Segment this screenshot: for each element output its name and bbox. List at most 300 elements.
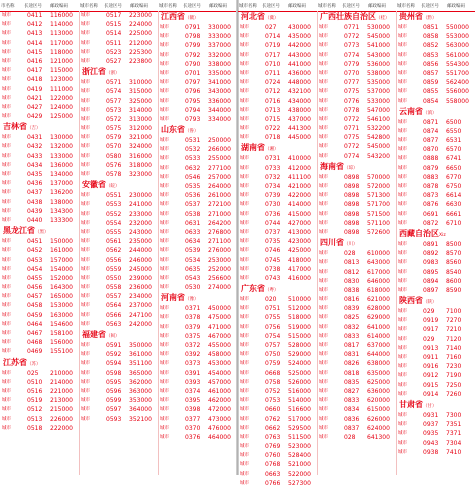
area-code: 0598 — [106, 369, 122, 377]
area-code: 0561 — [106, 238, 122, 246]
city-name: 城市 — [160, 25, 169, 30]
postal-code: 637000 — [367, 342, 390, 349]
table-row — [158, 350, 237, 359]
table-row — [238, 191, 317, 200]
province-heading — [396, 295, 475, 307]
table-row — [158, 304, 237, 313]
city-name: 城市 — [160, 361, 169, 367]
area-code: 0599 — [106, 397, 122, 405]
city-name: 城市 — [81, 31, 90, 37]
postal-code: 225300 — [129, 48, 152, 56]
table-row — [238, 424, 317, 433]
postal-code: 7100 — [446, 308, 462, 316]
table-row — [0, 216, 79, 225]
city-name: 城市 — [398, 70, 407, 76]
city-name: 城市 — [2, 294, 11, 300]
table-row — [396, 316, 475, 325]
postal-code: 453000 — [208, 360, 231, 368]
postal-code: 7160 — [446, 354, 462, 361]
postal-code: 413000 — [288, 228, 311, 236]
postal-code: 412000 — [288, 164, 311, 172]
table-row — [0, 207, 79, 216]
table-row — [317, 295, 396, 304]
table-row — [0, 188, 79, 197]
postal-code: 133300 — [50, 216, 73, 224]
table-row — [158, 191, 237, 200]
city-name: 城市 — [2, 275, 11, 281]
table-row — [79, 341, 158, 350]
area-code: 0898 — [344, 219, 360, 227]
province-heading — [79, 66, 158, 78]
postal-code: 450000 — [208, 305, 231, 313]
city-name: 城市 — [240, 229, 249, 235]
table-row — [238, 265, 317, 274]
table-row — [317, 191, 396, 200]
city-name: 城市 — [319, 315, 328, 321]
postal-code: 136200 — [50, 189, 73, 197]
header-label: 长途区号 — [24, 4, 42, 9]
table-row — [158, 23, 237, 32]
postal-code: 423000 — [288, 238, 311, 246]
postal-code: 244000 — [129, 247, 152, 255]
city-name: 城市 — [240, 352, 249, 358]
area-code: 0827 — [344, 387, 360, 395]
area-code: 0888 — [423, 155, 439, 163]
city-name: 城市 — [81, 211, 90, 217]
postal-code: 8600 — [446, 277, 462, 285]
area-code: 0663 — [265, 470, 281, 478]
city-name: 城市 — [81, 220, 90, 226]
city-name: 城市 — [398, 449, 407, 455]
table-row — [79, 237, 158, 246]
table-row — [158, 396, 237, 405]
postal-code: 561000 — [446, 51, 469, 59]
postal-code: 113000 — [50, 30, 73, 38]
postal-code: 6710 — [446, 219, 462, 227]
postal-code: 535000 — [367, 79, 390, 87]
city-name: 城市 — [319, 220, 328, 226]
city-name: 城市 — [319, 398, 328, 404]
area-code: 0536 — [185, 192, 201, 200]
city-name: 城市 — [2, 321, 11, 327]
postal-code: 6650 — [446, 164, 462, 172]
city-name: 城市 — [2, 370, 11, 376]
province-name: 安徽省 — [82, 180, 106, 190]
province-heading — [317, 11, 396, 23]
postal-code: 6531 — [446, 137, 462, 145]
table-row — [238, 378, 317, 387]
table-row — [396, 325, 475, 334]
area-code: 0898 — [344, 201, 360, 209]
city-name: 城市 — [240, 220, 249, 226]
table-row — [317, 87, 396, 96]
table-row — [238, 350, 317, 359]
table-row — [79, 396, 158, 405]
postal-code: 243000 — [129, 228, 152, 236]
postal-code: 533000 — [367, 97, 390, 105]
postal-code: 161000 — [50, 247, 73, 255]
area-code: 0519 — [27, 397, 43, 405]
postal-code: 615000 — [367, 406, 390, 414]
area-code: 0892 — [423, 250, 439, 258]
province-name: 西藏自治区 — [399, 228, 439, 238]
postal-code: 237000 — [129, 302, 152, 310]
province-heading — [317, 237, 396, 249]
area-code: 0898 — [344, 192, 360, 200]
province-name: 湖南省 — [241, 143, 265, 153]
area-code: 0374 — [185, 387, 201, 395]
postal-code: 213000 — [50, 397, 73, 405]
postal-code: 236000 — [129, 284, 152, 292]
province-name: 贵州省 — [399, 12, 423, 21]
postal-code: 6630 — [446, 201, 462, 209]
table-row — [158, 41, 237, 50]
postal-code: 435000 — [288, 33, 311, 41]
postal-code: 414000 — [288, 201, 311, 209]
city-name: 城市 — [160, 193, 169, 199]
postal-code: 553000 — [446, 33, 469, 41]
table-row — [238, 313, 317, 322]
postal-code: 222000 — [50, 424, 73, 432]
table-row — [79, 48, 158, 57]
area-code: 0668 — [265, 369, 281, 377]
postal-code: 543000 — [367, 51, 390, 59]
postal-code: 312000 — [129, 125, 152, 133]
area-code: 028 — [344, 433, 356, 441]
area-code: 0438 — [27, 198, 43, 206]
city-name: 城市 — [319, 278, 328, 284]
city-name: 城市 — [160, 352, 169, 358]
table-row — [317, 378, 396, 387]
postal-code: 224000 — [129, 21, 152, 29]
table-row — [238, 323, 317, 332]
postal-code: 247100 — [129, 311, 152, 319]
table-row — [0, 103, 79, 112]
right-column-2 — [317, 11, 396, 475]
postal-code: 455000 — [208, 342, 231, 349]
city-name: 城市 — [81, 144, 90, 150]
table-row — [79, 106, 158, 115]
city-name: 城市 — [160, 61, 169, 67]
city-name: 城市 — [240, 416, 249, 422]
city-name: 城市 — [240, 480, 249, 486]
table-row — [396, 210, 475, 219]
postal-code: 618000 — [367, 286, 390, 294]
postal-code: 624000 — [367, 424, 390, 432]
province-name: 海南省 — [320, 161, 344, 171]
city-name: 城市 — [160, 333, 169, 339]
area-code: 0834 — [344, 406, 360, 414]
postal-code: 525000 — [288, 369, 311, 377]
table-row — [238, 237, 317, 246]
table-row — [317, 41, 396, 50]
city-name: 城市 — [319, 52, 328, 58]
area-code: 0517 — [106, 12, 122, 19]
postal-code: 530000 — [367, 24, 390, 31]
table-row — [238, 341, 317, 350]
table-row — [158, 313, 237, 322]
table-row — [158, 341, 237, 350]
city-name: 城市 — [240, 34, 249, 40]
city-name: 城市 — [319, 416, 328, 422]
city-name: 城市 — [319, 343, 328, 348]
table-row — [0, 39, 79, 48]
table-row — [317, 133, 396, 142]
postal-code: 241000 — [129, 201, 152, 209]
area-code: 0440 — [27, 216, 43, 224]
postal-code: 8590 — [446, 286, 462, 294]
area-code: 0392 — [185, 351, 201, 359]
area-code: 0852 — [423, 42, 439, 50]
table-row — [396, 219, 475, 228]
area-code: 0798 — [185, 33, 201, 41]
city-name: 城市 — [240, 126, 249, 132]
postal-code: 111000 — [50, 85, 73, 93]
city-name: 城市 — [398, 128, 407, 134]
postal-code: 8560 — [446, 259, 462, 267]
area-code: 0556 — [106, 256, 122, 264]
table-row — [238, 97, 317, 106]
city-name: 城市 — [160, 398, 169, 404]
postal-code: 255000 — [208, 155, 231, 163]
area-code: 0838 — [344, 286, 360, 294]
city-name: 城市 — [81, 239, 90, 245]
table-row — [79, 274, 158, 283]
postal-code: 233000 — [129, 210, 152, 218]
city-name: 城市 — [2, 162, 11, 168]
city-name: 城市 — [81, 116, 90, 122]
table-row — [238, 433, 317, 442]
province-abbr: （湘） — [265, 147, 279, 153]
postal-code: 562400 — [446, 79, 469, 87]
city-name: 城市 — [81, 107, 90, 113]
area-code: 0732 — [265, 173, 281, 181]
area-code: 0523 — [106, 48, 122, 56]
area-code: 0376 — [185, 433, 201, 441]
postal-code: 570000 — [367, 173, 390, 181]
area-code: 0572 — [106, 115, 122, 123]
area-code: 0451 — [27, 238, 43, 246]
city-name: 城市 — [2, 181, 11, 187]
table-row — [317, 350, 396, 359]
table-row — [0, 246, 79, 255]
postal-code: 521000 — [288, 461, 311, 469]
city-name: 城市 — [81, 321, 90, 327]
area-code: 0794 — [185, 106, 201, 114]
city-name: 城市 — [319, 379, 328, 385]
postal-code: 641300 — [367, 433, 390, 441]
city-name: 城市 — [160, 315, 169, 321]
area-code: 0917 — [423, 326, 439, 334]
city-name: 城市 — [240, 398, 249, 404]
area-code: 0912 — [423, 372, 439, 380]
area-code: 0535 — [185, 183, 201, 190]
table-row — [0, 152, 79, 161]
table-row — [158, 246, 237, 255]
postal-code: 123000 — [50, 76, 73, 84]
area-code: 0562 — [106, 247, 122, 255]
postal-code: 316000 — [129, 152, 152, 160]
table-row — [317, 78, 396, 87]
table-row — [158, 433, 237, 442]
postal-code: 134000 — [50, 171, 73, 178]
city-name: 城市 — [398, 138, 407, 144]
city-name: 城市 — [81, 49, 90, 55]
city-name: 城市 — [240, 239, 249, 245]
left-page — [0, 0, 237, 475]
table-row — [396, 353, 475, 362]
postal-code: 324000 — [129, 143, 152, 151]
city-name: 城市 — [160, 116, 169, 122]
postal-code: 325000 — [129, 97, 152, 105]
city-name: 城市 — [398, 220, 407, 226]
table-row — [317, 69, 396, 78]
postal-code: 528400 — [288, 452, 311, 460]
city-name: 城市 — [160, 416, 169, 422]
postal-code: 421000 — [288, 183, 311, 190]
table-row — [0, 161, 79, 170]
area-code: 0718 — [265, 134, 281, 142]
table-row — [158, 145, 237, 154]
postal-code: 164300 — [50, 284, 73, 292]
area-code: 0735 — [265, 238, 281, 246]
area-code: 0983 — [423, 259, 439, 267]
province-heading — [158, 11, 237, 23]
area-code: 0434 — [27, 161, 43, 169]
city-name: 城市 — [240, 80, 249, 86]
area-code: 0770 — [344, 69, 360, 77]
postal-code: 246000 — [129, 256, 152, 264]
table-row — [238, 78, 317, 87]
area-code: 0730 — [265, 201, 281, 209]
table-row — [317, 286, 396, 295]
postal-code: 6741 — [446, 155, 462, 163]
area-code: 0467 — [27, 330, 43, 337]
province-name: 云南省 — [399, 106, 423, 116]
city-name: 城市 — [2, 114, 11, 120]
city-name: 城市 — [398, 287, 407, 293]
province-heading — [158, 124, 237, 136]
area-code: 0772 — [344, 33, 360, 41]
table-row — [158, 32, 237, 41]
area-code: 0437 — [27, 189, 43, 197]
postal-code: 417000 — [288, 265, 311, 273]
area-code: 0580 — [106, 152, 122, 160]
postal-code: 536000 — [367, 60, 390, 68]
city-name: 城市 — [160, 165, 169, 171]
area-code: 0756 — [265, 323, 281, 331]
header-label: 邮政编码 — [130, 4, 148, 9]
postal-code: 350000 — [129, 342, 152, 349]
header-label: 邮政编码 — [209, 4, 227, 9]
city-name: 城市 — [398, 119, 407, 125]
table-row — [396, 240, 475, 249]
city-name: 城市 — [81, 275, 90, 281]
postal-code: 334000 — [208, 115, 231, 123]
province-name: 四川省 — [320, 238, 344, 248]
city-name: 城市 — [319, 70, 328, 76]
city-name: 城市 — [2, 58, 11, 64]
area-code: 0554 — [106, 219, 122, 227]
postal-code: 344000 — [208, 106, 231, 114]
city-name: 城市 — [2, 388, 11, 394]
city-name: 城市 — [81, 22, 90, 28]
area-code: 0372 — [185, 342, 201, 349]
city-name: 城市 — [398, 391, 407, 397]
postal-code: 363000 — [129, 387, 152, 395]
postal-code: 538000 — [367, 69, 390, 77]
area-code: 0759 — [265, 360, 281, 368]
city-name: 城市 — [398, 156, 407, 162]
city-name: 城市 — [398, 202, 407, 208]
table-row — [317, 152, 396, 161]
city-name: 城市 — [2, 416, 11, 422]
area-code: 0662 — [265, 424, 281, 432]
area-code: 0469 — [27, 348, 43, 356]
postal-code: 7250 — [446, 381, 462, 389]
table-row — [238, 32, 317, 41]
area-code: 0421 — [27, 94, 43, 102]
table-row — [79, 359, 158, 368]
area-code: 0854 — [423, 97, 439, 105]
table-row — [317, 341, 396, 350]
postal-code: 118000 — [50, 48, 73, 56]
postal-code: 122000 — [50, 94, 73, 102]
city-name: 城市 — [2, 153, 11, 159]
table-row — [396, 335, 475, 344]
postal-code: 136000 — [50, 161, 73, 169]
postal-code: 7140 — [446, 344, 462, 352]
postal-code: 7371 — [446, 430, 462, 438]
city-name: 城市 — [398, 345, 407, 351]
postal-code: 364000 — [129, 406, 152, 414]
table-row — [396, 87, 475, 96]
city-name: 城市 — [319, 107, 328, 113]
postal-code: 610000 — [367, 250, 390, 258]
table-row — [396, 164, 475, 173]
area-code: 0597 — [106, 406, 122, 414]
table-row — [79, 311, 158, 320]
header-label: 邮政编码 — [288, 4, 306, 9]
table-row — [396, 23, 475, 32]
postal-code: 464000 — [208, 433, 231, 441]
area-code: 0836 — [344, 415, 360, 423]
table-row — [0, 85, 79, 94]
table-row — [238, 256, 317, 265]
province-heading — [238, 283, 317, 295]
table-row — [79, 405, 158, 414]
area-code: 0454 — [27, 265, 43, 273]
city-name: 城市 — [398, 309, 407, 315]
postal-code: 430000 — [288, 24, 311, 31]
city-name: 城市 — [160, 70, 169, 76]
province-abbr: （浙） — [106, 71, 120, 77]
postal-code: 542800 — [367, 134, 390, 142]
table-row — [158, 332, 237, 341]
postal-code: 572600 — [367, 228, 390, 236]
table-row — [317, 51, 396, 60]
table-row — [317, 313, 396, 322]
table-row — [0, 378, 79, 387]
table-row — [238, 369, 317, 378]
table-row — [79, 20, 158, 29]
postal-code: 242000 — [129, 320, 152, 328]
area-code: 0635 — [185, 265, 201, 273]
header-label: 邮政编码 — [447, 4, 465, 9]
postal-code: 212000 — [129, 39, 152, 47]
postal-code: 215000 — [50, 406, 73, 414]
area-code: 0377 — [185, 415, 201, 423]
